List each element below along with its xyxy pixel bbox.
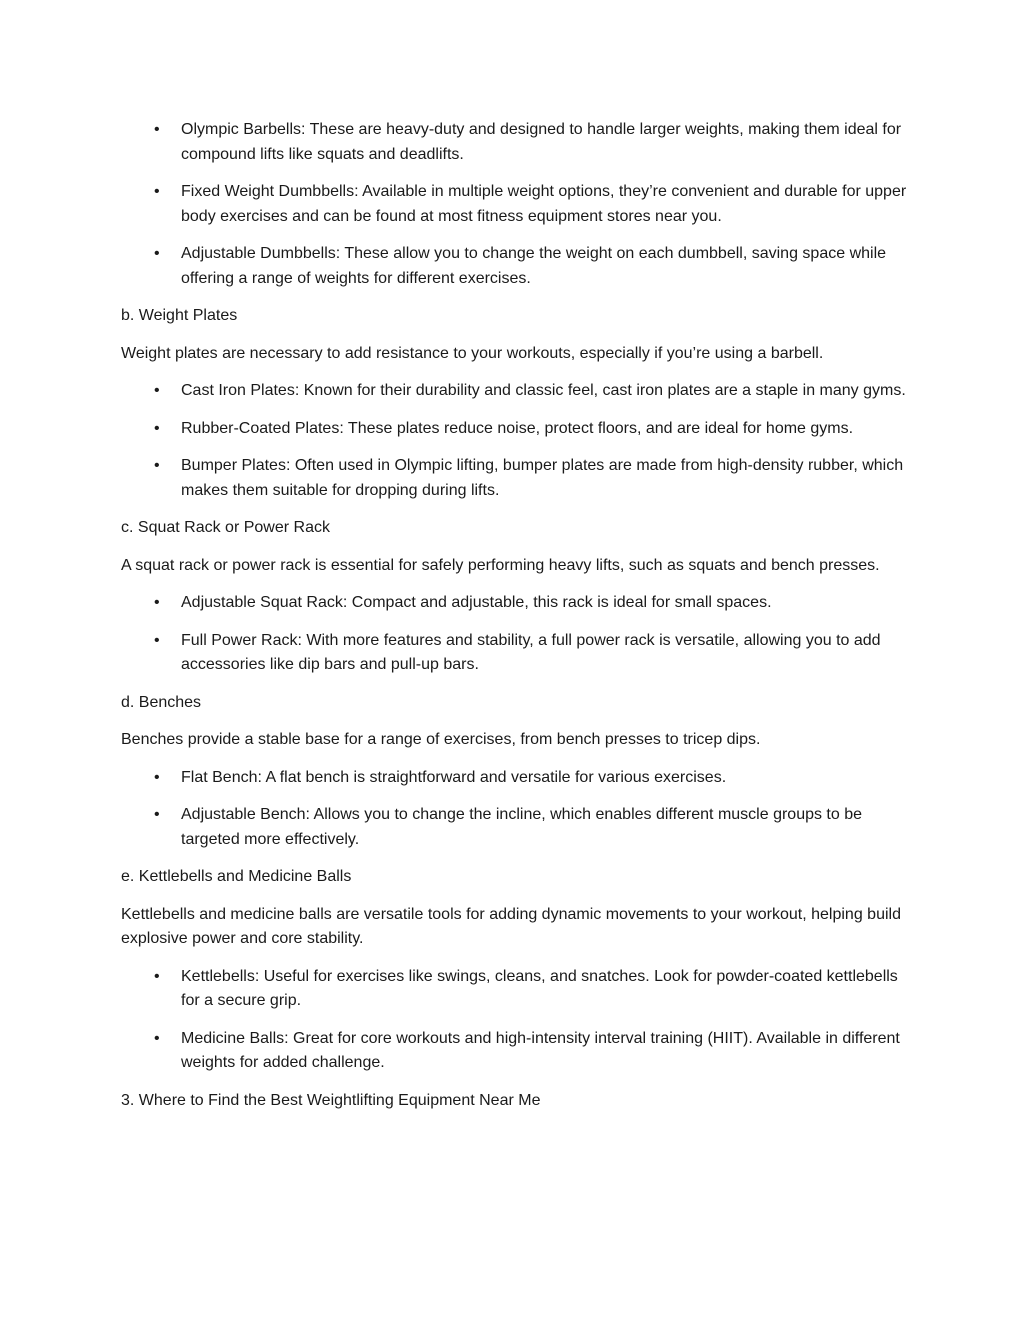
list-item <box>121 118 911 167</box>
list-item-text: Adjustable Dumbbells: These allow you to change the weight on each dumbbell, saving space while offering a range of weights for different exercises. <box>181 245 887 287</box>
section-heading-where-to-find: 3. Where to Find the Best Weightlifting Equipment Near Me <box>121 1091 541 1109</box>
bullet-icon: • <box>154 245 160 262</box>
bullet-list-barbells-dumbbells <box>121 118 911 291</box>
bullet-list-benches <box>121 766 911 853</box>
list-item-text: Bumper Plates: Often used in Olympic lifting, bumper plates are made from high-density rubber, which makes them suitable for dropping during lifts. <box>181 457 904 499</box>
paragraph-kettlebells: Kettlebells and medicine balls are versatile tools for adding dynamic movements to your workout, helping build explosive power and core stability. <box>121 905 901 947</box>
list-item <box>121 454 911 503</box>
bullet-list-racks <box>121 591 911 678</box>
bullet-icon: • <box>154 1029 160 1047</box>
list-item <box>121 591 911 616</box>
bullet-list-weight-plates <box>121 379 911 503</box>
list-item-text: Fixed Weight Dumbbells: Available in multiple weight options, they’re convenient and durable for upper body exercises and can be found at most fitness equipment stores near you. <box>181 183 907 225</box>
list-item-text: Olympic Barbells: These are heavy-duty and designed to handle larger weights, making them ideal for compound lifts like squats and deadlifts. <box>181 121 902 163</box>
section-heading-benches: d. Benches <box>121 693 202 711</box>
list-item-text: Full Power Rack: With more features and stability, a full power rack is versatile, allowing you to add accessories like dip bars and pull-up bars. <box>181 631 881 673</box>
list-item <box>121 803 911 852</box>
list-item-text: Kettlebells: Useful for exercises like swings, cleans, and snatches. Look for powder-coated kettlebells for a secure grip. <box>181 967 898 1009</box>
list-item <box>121 379 911 404</box>
list-item-text: Adjustable Bench: Allows you to change the incline, which enables different muscle groups to be targeted more effectively. <box>181 806 863 848</box>
bullet-icon: • <box>154 768 160 786</box>
section-heading-kettlebells: e. Kettlebells and Medicine Balls <box>121 868 352 885</box>
bullet-icon: • <box>154 594 160 611</box>
paragraph-squat-rack: A squat rack or power rack is essential for safely performing heavy lifts, such as squats and bench presses. <box>121 556 880 574</box>
list-item-text: Medicine Balls: Great for core workouts and high-intensity interval training (HIIT). Available in different weights for added challenge. <box>181 1029 900 1071</box>
paragraph-benches: Benches provide a stable base for a range of exercises, from bench presses to tricep dips. <box>121 731 761 748</box>
bullet-icon: • <box>154 121 160 138</box>
bullet-icon: • <box>154 457 160 474</box>
list-item <box>121 766 911 791</box>
list-item <box>121 417 911 442</box>
section-heading-weight-plates: b. Weight Plates <box>121 307 238 324</box>
bullet-icon: • <box>154 382 160 399</box>
list-item <box>121 242 911 291</box>
list-item-text: Adjustable Squat Rack: Compact and adjustable, this rack is ideal for small spaces. <box>181 594 772 611</box>
bullet-icon: • <box>154 183 160 200</box>
bullet-icon: • <box>154 806 160 823</box>
list-item <box>121 1027 911 1076</box>
list-item-text: Rubber-Coated Plates: These plates reduce noise, protect floors, and are ideal for home gyms. <box>181 419 854 437</box>
list-item <box>121 965 911 1014</box>
list-item-text: Flat Bench: A flat bench is straightforward and versatile for various exercises. <box>181 768 727 786</box>
bullet-icon: • <box>154 631 160 649</box>
list-item <box>121 629 911 678</box>
bullet-list-kettlebells <box>121 965 911 1076</box>
document-page <box>121 118 911 1126</box>
bullet-icon: • <box>154 419 160 437</box>
section-heading-squat-rack: c. Squat Rack or Power Rack <box>121 519 330 536</box>
paragraph-weight-plates: Weight plates are necessary to add resistance to your workouts, especially if you’re using a barbell. <box>121 344 824 362</box>
list-item <box>121 180 911 229</box>
list-item-text: Cast Iron Plates: Known for their durability and classic feel, cast iron plates are a staple in many gyms. <box>181 382 906 399</box>
bullet-icon: • <box>154 967 160 985</box>
